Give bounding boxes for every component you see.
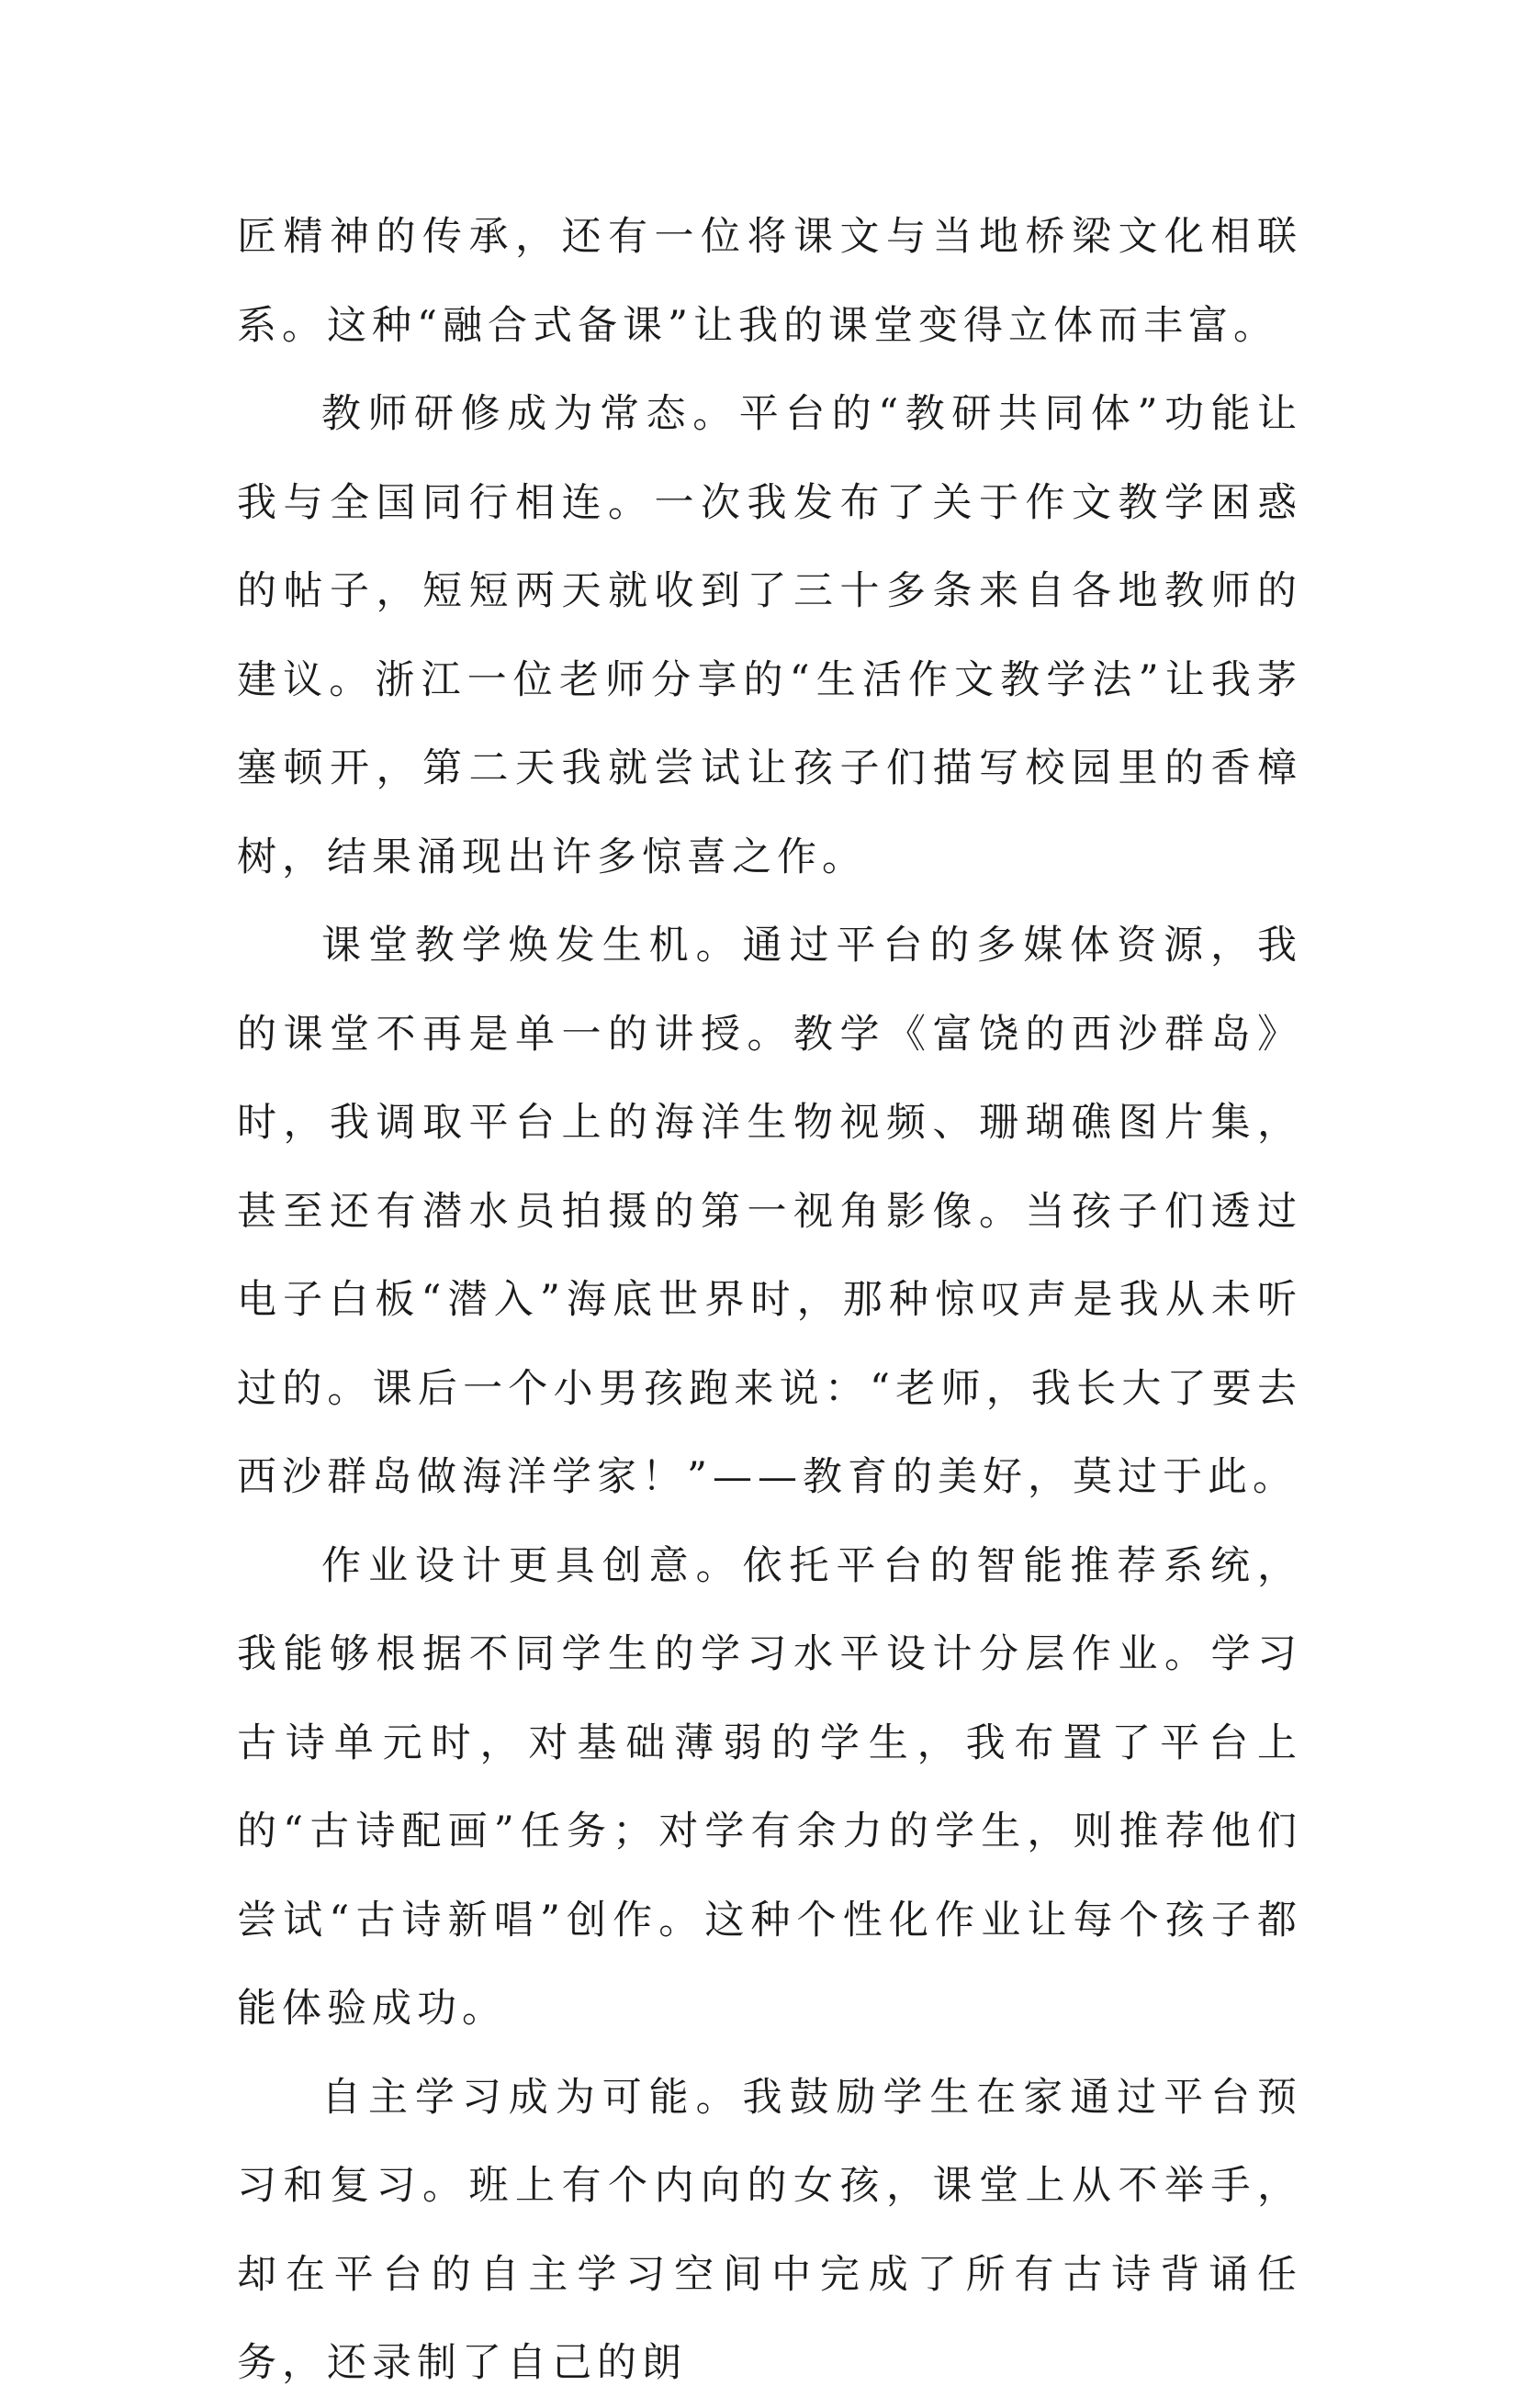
body-text: [237, 193, 1302, 2408]
paragraph-2: 教师研修成为常态。平台的“教研共同体”功能让我与全国同行相连。一次我发布了关于作文教学困惑的帖子，短短两天就收到了三十多条来自各地教师的建议。浙江一位老师分享的“生活作文教学法”让我茅塞顿开，第二天我就尝试让孩子们描写校园里的香樟树，结果涌现出许多惊喜之作。: [237, 391, 1302, 880]
paragraph-5: 自主学习成为可能。我鼓励学生在家通过平台预习和复习。班上有个内向的女孩，课堂上从不举手，却在平台的自主学习空间中完成了所有古诗背诵任务，还录制了自己的朗: [237, 2074, 1302, 2386]
paragraph-3: 课堂教学焕发生机。通过平台的多媒体资源，我的课堂不再是单一的讲授。教学《富饶的西沙群岛》时，我调取平台上的海洋生物视频、珊瑚礁图片集，甚至还有潜水员拍摄的第一视角影像。当孩子们透过电子白板“潜入”海底世界时，那种惊叹声是我从未听过的。课后一个小男孩跑来说：“老师，我长大了要去西沙群岛做海洋学家！”——教育的美好，莫过于此。: [237, 923, 1302, 1500]
paragraph-4: 作业设计更具创意。依托平台的智能推荐系统，我能够根据不同学生的学习水平设计分层作业。学习古诗单元时，对基础薄弱的学生，我布置了平台上的“古诗配画”任务；对学有余力的学生，则推荐他们尝试“古诗新唱”创作。这种个性化作业让每个孩子都能体验成功。: [237, 1542, 1302, 2032]
paragraph-1: 匠精神的传承，还有一位将课文与当地桥梁文化相联系。这种“融合式备课”让我的课堂变得立体而丰富。: [237, 214, 1302, 349]
